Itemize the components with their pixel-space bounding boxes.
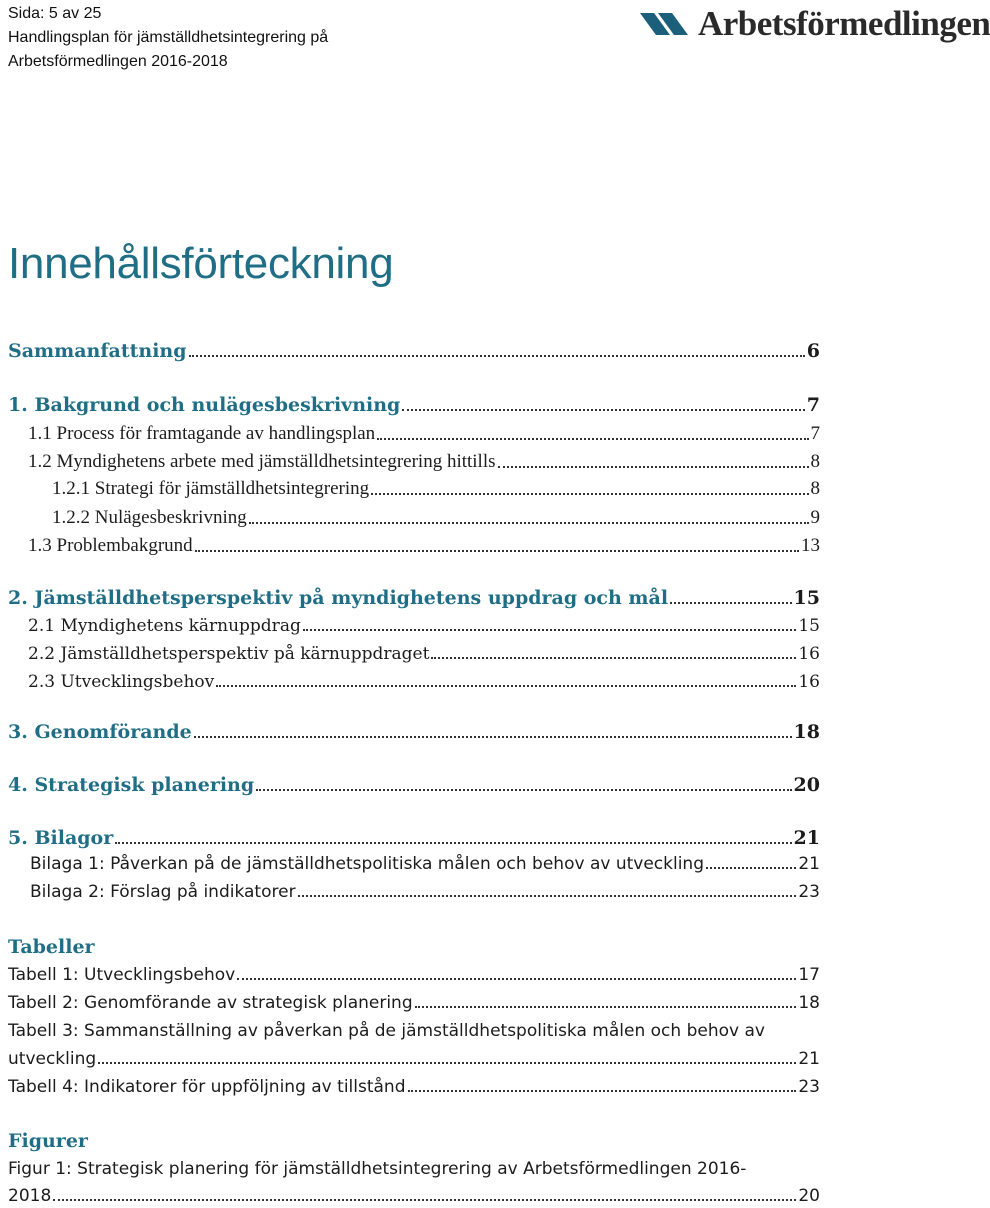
toc-entry-figur-1-line-1[interactable]: Figur 1: Strategisk planering för jämställdhetsintegrering av Arbetsförmedlingen 2016- bbox=[8, 1159, 747, 1179]
toc-entry-tabell-3-line-1[interactable]: Tabell 3: Sammanställning av påverkan på de jämställdhetspolitiska målen och behov av bbox=[8, 1021, 765, 1041]
toc-page: 17 bbox=[798, 965, 820, 985]
toc-entry-1-2[interactable] bbox=[28, 451, 820, 473]
toc-page: 9 bbox=[810, 507, 820, 528]
toc-entry-1-2-2[interactable] bbox=[52, 507, 820, 529]
toc-leader bbox=[408, 1090, 797, 1092]
toc-entry-tabell-1[interactable] bbox=[8, 965, 820, 985]
toc-page: 8 bbox=[810, 451, 820, 472]
toc-label: Tabell 2: Genomförande av strategisk planering bbox=[8, 993, 413, 1013]
toc-label: utveckling bbox=[8, 1049, 97, 1069]
toc-entry-figur-1[interactable] bbox=[8, 1186, 820, 1206]
toc-leader bbox=[53, 1199, 796, 1201]
toc-entry-1[interactable] bbox=[8, 394, 820, 416]
toc-leader bbox=[498, 466, 809, 468]
toc-page: 20 bbox=[793, 774, 820, 796]
toc-page: 23 bbox=[798, 1077, 820, 1097]
toc-leader bbox=[377, 438, 808, 440]
toc-page: 7 bbox=[810, 423, 820, 444]
toc-label: 2.2 Jämställdhetsperspektiv på kärnuppdraget bbox=[28, 644, 430, 664]
toc-page: 18 bbox=[793, 721, 820, 743]
toc-entry-bilaga-2[interactable] bbox=[30, 882, 820, 902]
toc-label: 1.1 Process för framtagande av handlingsplan bbox=[28, 423, 376, 444]
toc-label: 2. Jämställdhetsperspektiv på myndighetens uppdrag och mål bbox=[8, 587, 669, 609]
toc-entry-2-1[interactable] bbox=[28, 616, 820, 636]
toc-label: 1.2.2 Nulägesbeskrivning bbox=[52, 507, 247, 528]
tabeller-heading: Tabeller bbox=[8, 936, 95, 958]
toc-page: 15 bbox=[793, 587, 820, 609]
toc-entry-bilaga-1[interactable] bbox=[30, 854, 820, 874]
toc-label: Tabell 1: Utvecklingsbehov bbox=[8, 965, 236, 985]
toc-label: Bilaga 1: Påverkan på de jämställdhetspolitiska målen och behov av utveckling bbox=[30, 854, 704, 874]
toc-page: 21 bbox=[798, 854, 820, 874]
toc-label: 2.1 Myndighetens kärnuppdrag bbox=[28, 616, 301, 636]
toc-label: 1. Bakgrund och nulägesbeskrivning bbox=[8, 394, 401, 416]
toc-leader bbox=[195, 550, 799, 552]
toc-entry-tabell-3[interactable] bbox=[8, 1049, 820, 1069]
toc-label: Bilaga 2: Förslag på indikatorer bbox=[30, 882, 296, 902]
toc-leader bbox=[415, 1006, 797, 1008]
doc-title-line-2: Arbetsförmedlingen 2016-2018 bbox=[8, 53, 228, 70]
toc-leader bbox=[303, 629, 797, 631]
toc-page: 20 bbox=[798, 1186, 820, 1206]
toc-page: 23 bbox=[798, 882, 820, 902]
toc-leader bbox=[256, 789, 791, 791]
toc-leader bbox=[249, 522, 809, 524]
toc-entry-2[interactable] bbox=[8, 587, 820, 609]
toc-label: 1.2 Myndighetens arbete med jämställdhetsintegrering hittills bbox=[28, 451, 496, 472]
toc-entry-5[interactable] bbox=[8, 827, 820, 849]
toc-page: 8 bbox=[810, 478, 820, 499]
doc-title-line-1: Handlingsplan för jämställdhetsintegrering på bbox=[8, 29, 329, 46]
toc-leader bbox=[98, 1062, 796, 1064]
toc-leader bbox=[371, 493, 808, 495]
toc-label: 5. Bilagor bbox=[8, 827, 114, 849]
toc-page: 18 bbox=[798, 993, 820, 1013]
toc-label: 3. Genomförande bbox=[8, 721, 192, 743]
toc-leader bbox=[237, 978, 796, 980]
toc-page: 16 bbox=[798, 644, 820, 664]
toc-label: 1.3 Problembakgrund bbox=[28, 535, 193, 556]
toc-label: Sammanfattning bbox=[8, 340, 187, 362]
toc-entry-3[interactable] bbox=[8, 721, 820, 743]
toc-page: 6 bbox=[806, 340, 820, 362]
toc-leader bbox=[670, 602, 792, 604]
toc-leader bbox=[194, 736, 792, 738]
toc-page: 13 bbox=[801, 535, 820, 556]
toc-page: 15 bbox=[798, 616, 820, 636]
page-title: Innehållsförteckning bbox=[8, 239, 394, 288]
toc-leader bbox=[706, 867, 796, 869]
toc-leader bbox=[189, 355, 805, 357]
toc-entry-tabell-2[interactable] bbox=[8, 993, 820, 1013]
toc-label: 2018 bbox=[8, 1186, 52, 1206]
toc-label: 4. Strategisk planering bbox=[8, 774, 255, 796]
toc-entry-1-3[interactable] bbox=[28, 535, 820, 557]
toc-label: 1.2.1 Strategi för jämställdhetsintegrering bbox=[52, 478, 370, 499]
toc-leader bbox=[431, 657, 796, 659]
toc-entry-1-2-1[interactable] bbox=[52, 478, 820, 500]
toc-label: 2.3 Utvecklingsbehov bbox=[28, 672, 215, 692]
toc-entry-2-3[interactable] bbox=[28, 672, 820, 692]
page-header bbox=[8, 2, 328, 74]
toc-entry-tabell-4[interactable] bbox=[8, 1077, 820, 1097]
logo-text: Arbetsförmedlingen bbox=[698, 4, 990, 43]
toc-entry-2-2[interactable] bbox=[28, 644, 820, 664]
page-number: Sida: 5 av 25 bbox=[8, 5, 102, 22]
toc-entry-1-1[interactable] bbox=[28, 423, 820, 445]
logo-mark-icon bbox=[640, 7, 692, 41]
logo bbox=[640, 4, 990, 44]
toc-leader bbox=[216, 685, 796, 687]
toc-entry-sammanfattning[interactable] bbox=[8, 340, 820, 362]
toc-page: 7 bbox=[806, 394, 820, 416]
figurer-heading: Figurer bbox=[8, 1130, 88, 1152]
toc-page: 21 bbox=[793, 827, 820, 849]
toc-label: Tabell 4: Indikatorer för uppföljning av tillstånd bbox=[8, 1077, 406, 1097]
toc-page: 16 bbox=[798, 672, 820, 692]
toc-leader bbox=[298, 895, 797, 897]
toc-entry-4[interactable] bbox=[8, 774, 820, 796]
toc-leader bbox=[115, 842, 791, 844]
toc-page: 21 bbox=[798, 1049, 820, 1069]
toc-leader bbox=[402, 409, 804, 411]
